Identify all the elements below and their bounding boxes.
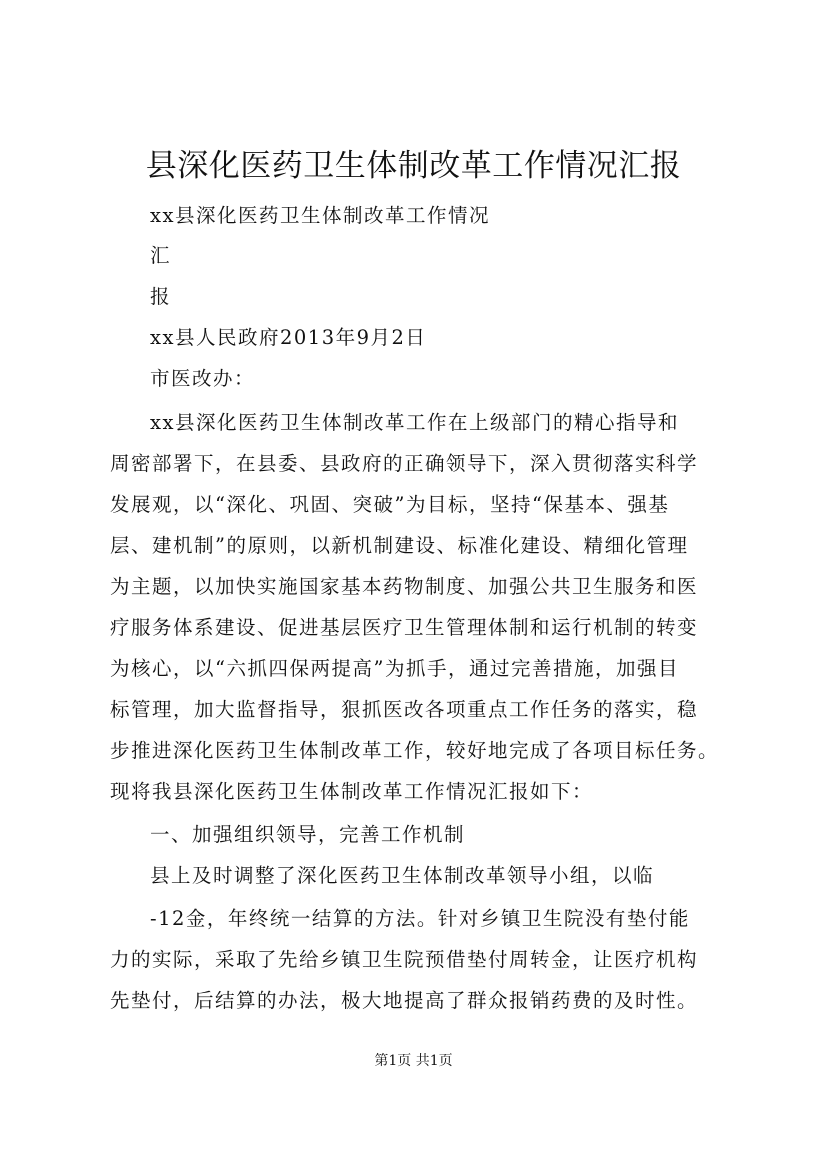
section-body-line-3: 力的实际，采取了先给乡镇卫生院预借垫付周转金，让医疗机构 bbox=[110, 948, 699, 971]
body-line-7: 为核心，以“六抓四保两提高”为抓手，通过完善措施，加强目 bbox=[110, 657, 679, 680]
subtitle-line-1: xx县深化医药卫生体制改革工作情况 bbox=[150, 204, 490, 227]
recipient-line: 市医改办： bbox=[150, 367, 256, 390]
section-heading-1: 一、加强组织领导，完善工作机制 bbox=[150, 823, 466, 846]
section-body-line-2: -12金，年终统一结算的方法。针对乡镇卫生院没有垫付能 bbox=[150, 907, 690, 930]
document-title: 县深化医药卫生体制改革工作情况汇报 bbox=[145, 148, 682, 184]
body-line-8: 标管理，加大监督指导，狠抓医改各项重点工作任务的落实，稳 bbox=[110, 698, 699, 721]
body-line-6: 疗服务体系建设、促进基层医疗卫生管理体制和运行机制的转变 bbox=[110, 616, 699, 639]
body-line-9: 步推进深化医药卫生体制改革工作，较好地完成了各项目标任务。 bbox=[110, 739, 720, 762]
body-line-1: xx县深化医药卫生体制改革工作在上级部门的精心指导和 bbox=[150, 411, 679, 434]
section-body-line-1: 县上及时调整了深化医药卫生体制改革领导小组，以临 bbox=[150, 864, 655, 887]
body-line-2: 周密部署下，在县委、县政府的正确领导下，深入贯彻落实科学 bbox=[110, 452, 699, 475]
subtitle-line-2: 汇 bbox=[150, 244, 172, 267]
page-footer: 第1页 共1页 bbox=[374, 1053, 453, 1069]
body-line-4: 层、建机制”的原则，以新机制建设、标准化建设、精细化管理 bbox=[110, 534, 689, 557]
subtitle-line-3: 报 bbox=[150, 285, 172, 308]
body-line-10: 现将我县深化医药卫生体制改革工作情况汇报如下： bbox=[110, 780, 594, 803]
issuer-date-line: xx县人民政府2013年9月2日 bbox=[150, 326, 427, 349]
section-body-line-4: 先垫付，后结算的办法，极大地提高了群众报销药费的及时性。 bbox=[110, 989, 699, 1012]
body-line-3: 发展观，以“深化、巩固、突破”为目标，坚持“保基本、强基 bbox=[110, 493, 670, 516]
body-line-5: 为主题，以加快实施国家基本药物制度、加强公共卫生服务和医 bbox=[110, 575, 699, 598]
